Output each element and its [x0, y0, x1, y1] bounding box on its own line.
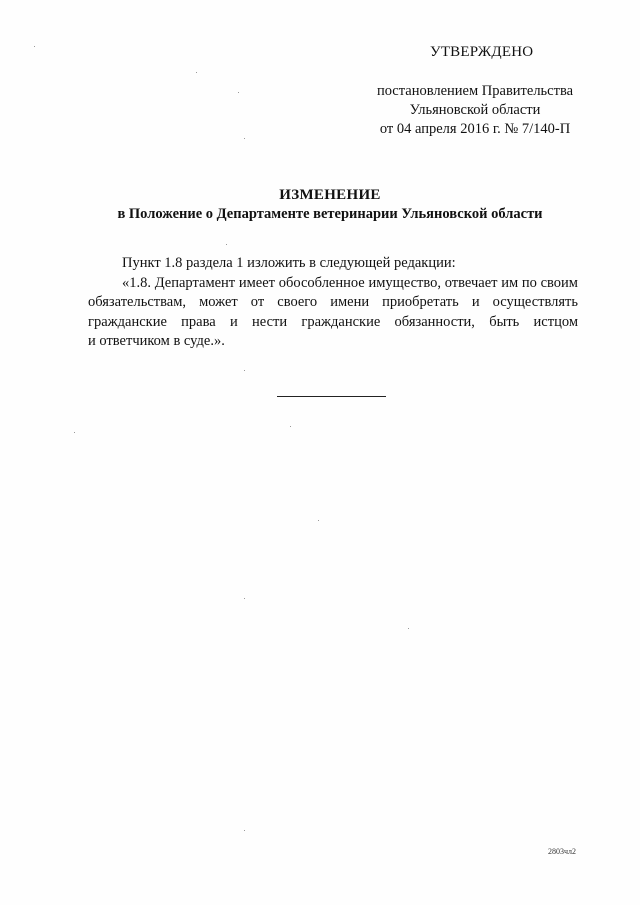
scan-speck — [318, 520, 319, 521]
approval-line-1: постановлением Правительства — [376, 83, 574, 99]
scan-speck — [34, 46, 35, 47]
document-heading — [60, 186, 600, 224]
quote-line-2: обязательствам, может от своего имени приобретать и осуществлять — [88, 294, 578, 310]
heading-title: ИЗМЕНЕНИЕ — [279, 187, 381, 203]
scan-speck — [196, 72, 197, 73]
document-body — [88, 254, 578, 352]
quote-line-4: и ответчиком в суде.». — [88, 333, 225, 349]
scan-speck — [238, 92, 239, 93]
scan-speck — [244, 830, 245, 831]
approval-line-2: Ульяновской области — [409, 102, 541, 118]
scan-speck — [74, 432, 75, 433]
approval-title: УТВЕРЖДЕНО — [430, 44, 534, 60]
end-divider-line — [277, 396, 386, 397]
heading-subtitle: в Положение о Департаменте ветеринарии Ульяновской области — [117, 206, 543, 222]
body-intro: Пункт 1.8 раздела 1 изложить в следующей редакции: — [122, 255, 456, 271]
scan-speck — [226, 244, 227, 245]
scan-speck — [244, 598, 245, 599]
quote-line-3: гражданские права и нести гражданские обязанности, быть истцом — [88, 313, 578, 330]
approval-block — [360, 82, 590, 139]
scan-speck — [408, 628, 409, 629]
quote-line-1: «1.8. Департамент имеет обособленное имущество, отвечает им по своим — [122, 274, 578, 291]
scan-speck — [290, 426, 291, 427]
scan-speck — [244, 138, 245, 139]
document-code: 2803чл2 — [548, 847, 577, 856]
approval-line-3: от 04 апреля 2016 г. № 7/140-П — [379, 121, 571, 137]
scan-speck — [244, 370, 245, 371]
